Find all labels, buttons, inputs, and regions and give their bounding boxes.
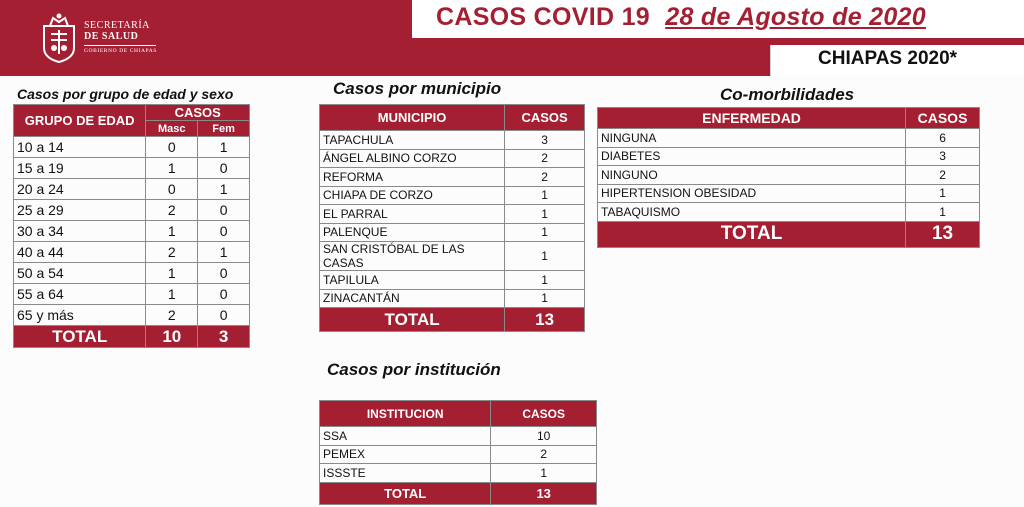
cases-cell: 1 (505, 271, 585, 290)
municipality-table (319, 104, 585, 332)
total-value: 13 (906, 221, 980, 247)
female-count-cell: 0 (198, 263, 250, 284)
cases-cell: 6 (906, 129, 980, 148)
age-group-cell: 10 a 14 (14, 137, 146, 158)
cases-cell: 1 (906, 184, 980, 203)
table-row (320, 271, 585, 290)
disease-name-cell: TABAQUISMO (598, 203, 906, 222)
age-group-cell: 20 a 24 (14, 179, 146, 200)
table-row (320, 289, 585, 308)
municipality-total-row (320, 308, 585, 332)
table-row (320, 168, 585, 187)
age-total-row (14, 326, 250, 348)
table-row (14, 263, 250, 284)
table-row (320, 223, 585, 242)
table-row (14, 158, 250, 179)
municipality-name-cell: TAPACHULA (320, 131, 505, 150)
cases-cell: 3 (906, 147, 980, 166)
male-count-cell: 2 (146, 242, 198, 263)
total-value: 13 (505, 308, 585, 332)
cases-cell: 1 (505, 186, 585, 205)
institution-table (319, 400, 597, 505)
male-count-cell: 0 (146, 179, 198, 200)
female-count-cell: 1 (198, 242, 250, 263)
col-header-municipality: MUNICIPIO (320, 105, 505, 131)
col-header-female: Fem (198, 121, 250, 137)
male-count-cell: 1 (146, 221, 198, 242)
total-value: 13 (491, 482, 597, 504)
disease-name-cell: NINGUNO (598, 166, 906, 185)
cases-cell: 1 (505, 289, 585, 308)
age-group-cell: 25 a 29 (14, 200, 146, 221)
state-label: CHIAPAS 2020* (818, 48, 958, 69)
institution-name-cell: ISSSTE (320, 464, 491, 483)
table-row (14, 200, 250, 221)
cases-cell: 1 (505, 242, 585, 271)
comorbidity-total-row (598, 221, 980, 247)
municipality-name-cell: ZINACANTÁN (320, 289, 505, 308)
age-group-cell: 65 y más (14, 305, 146, 326)
table-row (320, 149, 585, 168)
total-female: 3 (198, 326, 250, 348)
female-count-cell: 1 (198, 137, 250, 158)
table-row (14, 242, 250, 263)
col-header-cases: CASOS (491, 401, 597, 427)
disease-name-cell: NINGUNA (598, 129, 906, 148)
municipality-name-cell: CHIAPA DE CORZO (320, 186, 505, 205)
municipality-name-cell: REFORMA (320, 168, 505, 187)
comorbidity-table-title: Co-morbilidades (720, 85, 855, 104)
age-group-cell: 30 a 34 (14, 221, 146, 242)
male-count-cell: 2 (146, 200, 198, 221)
total-label: TOTAL (598, 221, 906, 247)
total-label: TOTAL (14, 326, 146, 348)
table-row (320, 464, 597, 483)
age-group-cell: 40 a 44 (14, 242, 146, 263)
cases-cell: 1 (491, 464, 597, 483)
page-title-text: CASOS COVID 19 (436, 3, 650, 31)
cases-cell: 1 (906, 203, 980, 222)
age-group-cell: 50 a 54 (14, 263, 146, 284)
municipality-name-cell: PALENQUE (320, 223, 505, 242)
institution-total-row (320, 482, 597, 504)
comorbidity-table (597, 107, 980, 248)
municipality-table-title: Casos por municipio (333, 79, 502, 98)
table-row (320, 131, 585, 150)
col-header-cases: CASOS (505, 105, 585, 131)
table-row (14, 137, 250, 158)
male-count-cell: 0 (146, 137, 198, 158)
table-row (598, 184, 980, 203)
table-row (14, 179, 250, 200)
report-date: 28 de Agosto de 2020 (665, 3, 926, 31)
total-label: TOTAL (320, 482, 491, 504)
female-count-cell: 0 (198, 200, 250, 221)
col-header-disease: ENFERMEDAD (598, 108, 906, 129)
cases-cell: 2 (906, 166, 980, 185)
col-header-institution: INSTITUCION (320, 401, 491, 427)
table-row (320, 242, 585, 271)
disease-name-cell: DIABETES (598, 147, 906, 166)
age-group-cell: 15 a 19 (14, 158, 146, 179)
institution-name-cell: SSA (320, 427, 491, 446)
table-row (598, 203, 980, 222)
municipality-name-cell: ÁNGEL ALBINO CORZO (320, 149, 505, 168)
logo-line-1: SECRETARÍA (84, 20, 150, 31)
col-header-age-group: GRUPO DE EDAD (14, 105, 146, 137)
col-header-cases: CASOS (906, 108, 980, 129)
total-label: TOTAL (320, 308, 505, 332)
logo-wordmark (84, 20, 157, 54)
age-group-cell: 55 a 64 (14, 284, 146, 305)
female-count-cell: 0 (198, 158, 250, 179)
male-count-cell: 1 (146, 284, 198, 305)
cases-cell: 1 (505, 205, 585, 224)
cases-cell: 1 (505, 223, 585, 242)
female-count-cell: 0 (198, 305, 250, 326)
table-row (320, 205, 585, 224)
logo-line-3: GOBIERNO DE CHIAPAS (84, 48, 157, 54)
page-title (436, 3, 926, 32)
male-count-cell: 1 (146, 158, 198, 179)
disease-name-cell: HIPERTENSION OBESIDAD (598, 184, 906, 203)
cases-cell: 2 (491, 445, 597, 464)
table-row (14, 221, 250, 242)
logo-line-2: DE SALUD (84, 31, 139, 42)
institution-name-cell: PEMEX (320, 445, 491, 464)
cases-cell: 10 (491, 427, 597, 446)
municipality-name-cell: EL PARRAL (320, 205, 505, 224)
table-row (320, 427, 597, 446)
female-count-cell: 1 (198, 179, 250, 200)
institution-table-title: Casos por institución (327, 360, 501, 379)
female-count-cell: 0 (198, 284, 250, 305)
col-header-cases: CASOS (146, 105, 250, 121)
municipality-name-cell: SAN CRISTÓBAL DE LAS CASAS (320, 242, 505, 271)
age-table-title: Casos por grupo de edad y sexo (17, 86, 234, 102)
table-row (14, 305, 250, 326)
municipality-name-cell: TAPILULA (320, 271, 505, 290)
table-row (598, 147, 980, 166)
female-count-cell: 0 (198, 221, 250, 242)
cases-cell: 2 (505, 149, 585, 168)
male-count-cell: 1 (146, 263, 198, 284)
col-header-male: Masc (146, 121, 198, 137)
cases-cell: 2 (505, 168, 585, 187)
cases-cell: 3 (505, 131, 585, 150)
male-count-cell: 2 (146, 305, 198, 326)
table-row (14, 284, 250, 305)
health-ministry-logo (40, 12, 78, 64)
age-sex-table (13, 104, 250, 348)
table-row (598, 129, 980, 148)
table-row (320, 186, 585, 205)
table-row (320, 445, 597, 464)
total-male: 10 (146, 326, 198, 348)
table-row (598, 166, 980, 185)
